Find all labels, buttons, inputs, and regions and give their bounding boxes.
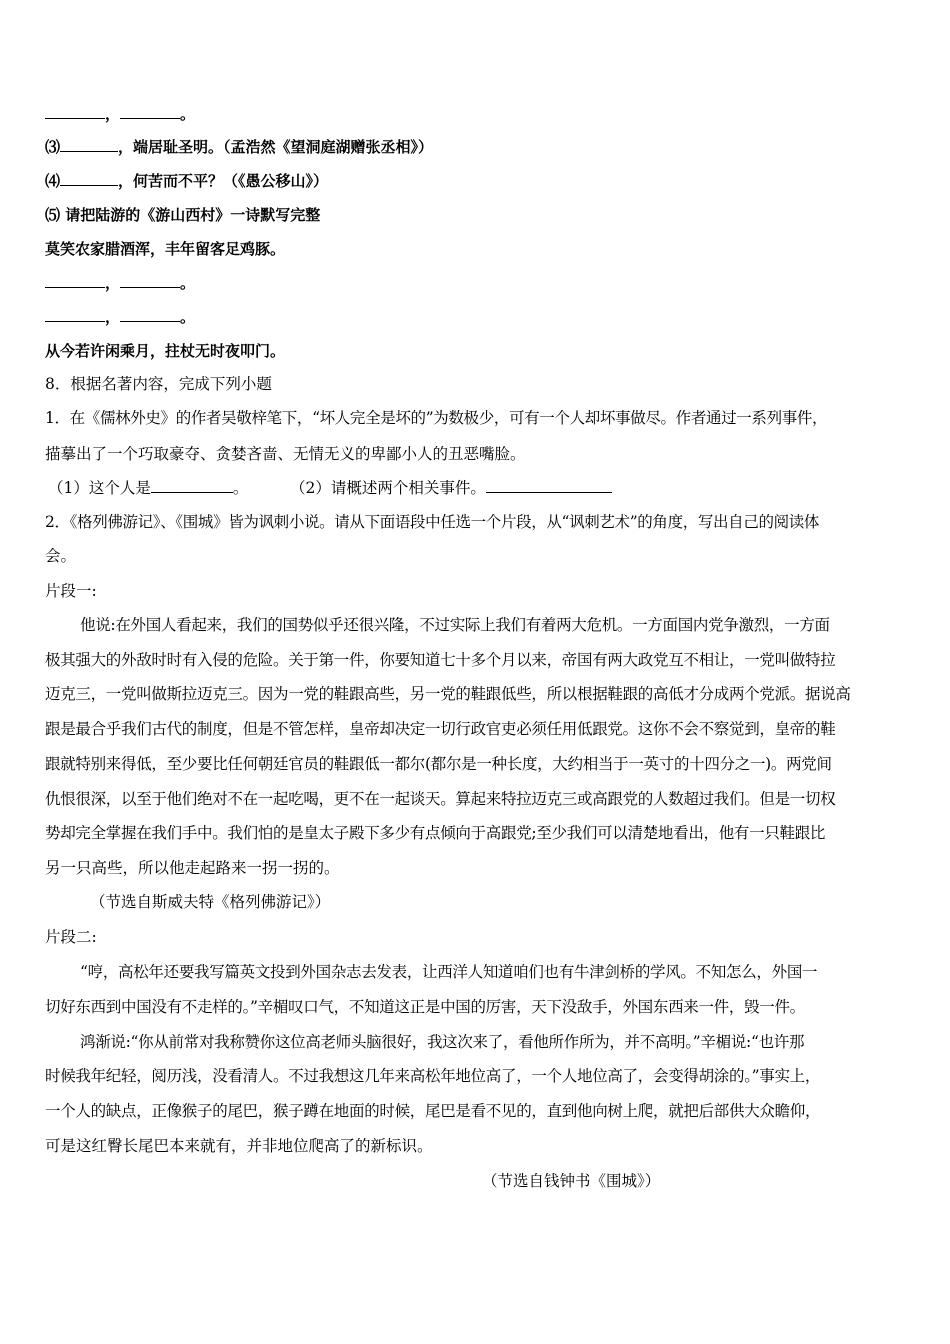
poem-line-8: 从今若许闲乘月，拄杖无时夜叩门。 (45, 342, 286, 360)
fragment-1-line: 他说:在外国人看起来，我们的国势似乎还很兴隆，不过实际上我们有着两大危机。一方面国内党争激烈，一方面 (80, 616, 830, 634)
fragment-2-source: （节选自钱钟书《围城》） (482, 1172, 661, 1190)
fragment-1-line: 极其强大的外敌时时有入侵的危险。关于第一件，你要知道七十多个月以来，帝国有两大政党互不相让，一党叫做特拉 (45, 651, 836, 669)
fragment-1-line: 跟就特别来得低，至少要比任何朝廷官员的鞋跟低一都尔(都尔是一种长度，大约相当于一英寸的十四分之一)。两党间 (45, 755, 832, 773)
fragment-2-line: 时候我年纪轻，阅历浅，没看清人。不过我想这几年来高松年地位高了，一个人地位高了，会变得胡涂的。”事实上， (45, 1067, 821, 1085)
answer-blank[interactable] (120, 273, 180, 288)
fragment-1-line: 另一只高些，所以他走起路来一拐一拐的。 (45, 859, 340, 877)
poem-line-2: ⑶ ，端居耻圣明。（孟浩然《望洞庭湖赠张丞相》） (45, 138, 434, 156)
fragment-1-source: （节选自斯威夫特《格列佛游记》） (90, 893, 331, 911)
q8-sub1: （1）这个人是 。 (48, 479, 249, 497)
answer-blank[interactable] (60, 137, 118, 152)
fragment-2-line: 一个人的缺点，正像猴子的尾巴，猴子蹲在地面的时候，尾巴是看不见的，直到他向树上爬，就把后部供大众瞻仰， (45, 1102, 821, 1120)
fragment-1-label: 片段一: (45, 582, 97, 600)
poem-instruction: ⑸ 请把陆游的《游山西村》一诗默写完整 (45, 206, 321, 224)
poem-line-5: 莫笑农家腊酒浑，丰年留客足鸡豚。 (45, 240, 286, 258)
fragment-1-line: 仇恨很深，以至于他们绝对不在一起吃喝，更不在一起谈天。算起来特拉迈克三或高跟党的人数超过我们。但是一切权 (45, 790, 836, 808)
fragment-2-line: 鸿渐说:“你从前常对我称赞你这位高老师头脑很好，我这次来了，看他所作所为，并不高明。”辛楣说:“也许那 (80, 1033, 805, 1051)
fragment-1-line: 势却完全掌握在我们手中。我们怕的是皇太子殿下多少有点倾向于高跟党;至少我们可以清楚地看出，他有一只鞋跟比 (45, 824, 826, 842)
q8-part1-line1: 1．在《儒林外史》的作者吴敬梓笔下，“坏人完全是坏的”为数极少，可有一个人却坏事做尽。作者通过一系列事件， (45, 409, 828, 427)
poem-line-3: ⑷ ，何苦而不平？（《愚公移山》） (45, 172, 329, 190)
answer-blank[interactable] (486, 478, 612, 493)
answer-blank[interactable] (60, 171, 118, 186)
poem-line-6: ， 。 (45, 273, 195, 293)
q8-part2-line1: 2．《格列佛游记》、《围城》皆为讽刺小说。请从下面语段中任选一个片段，从“讽刺艺术”的角度，写出自己的阅读体 (45, 513, 820, 531)
fragment-2-line: 可是这红臀长尾巴本来就有，并非地位爬高了的新标识。 (45, 1137, 433, 1155)
fragment-1-line: 迈克三，一党叫做斯拉迈克三。因为一党的鞋跟高些，另一党的鞋跟低些，所以根据鞋跟的高低才分成两个党派。据说高 (45, 685, 851, 703)
q8-part2-line2: 会。 (45, 547, 77, 565)
q8-sub2: （2）请概述两个相关事件。 (290, 478, 612, 498)
answer-blank[interactable] (45, 273, 105, 288)
fragment-2-line: 切好东西到中国没有不走样的。”辛楣叹口气，不知道这正是中国的厉害，天下没敌手，外国东西来一件，毁一件。 (45, 998, 805, 1016)
fragment-1-line: 跟是最合乎我们古代的制度，但是不管怎样，皇帝却决定一切行政官吏必须任用低跟党。这你不会不察觉到，皇帝的鞋 (45, 720, 836, 738)
poem-line-1: ， 。 (45, 104, 195, 124)
answer-blank[interactable] (45, 307, 105, 322)
answer-blank[interactable] (120, 307, 180, 322)
fragment-2-line: “哼，高松年还要我写篇英文投到外国杂志去发表，让西洋人知道咱们也有牛津剑桥的学风。不知怎么，外国一 (80, 963, 818, 981)
fragment-2-label: 片段二: (45, 928, 97, 946)
answer-blank[interactable] (120, 104, 180, 119)
answer-blank[interactable] (45, 104, 105, 119)
q8-part1-line2: 描摹出了一个巧取豪夺、贪婪吝啬、无情无义的卑鄙小人的丑恶嘴脸。 (45, 445, 526, 463)
question-8-title: 8．根据名著内容，完成下列小题 (45, 375, 272, 393)
poem-line-7: ， 。 (45, 307, 195, 327)
answer-blank[interactable] (151, 478, 233, 493)
